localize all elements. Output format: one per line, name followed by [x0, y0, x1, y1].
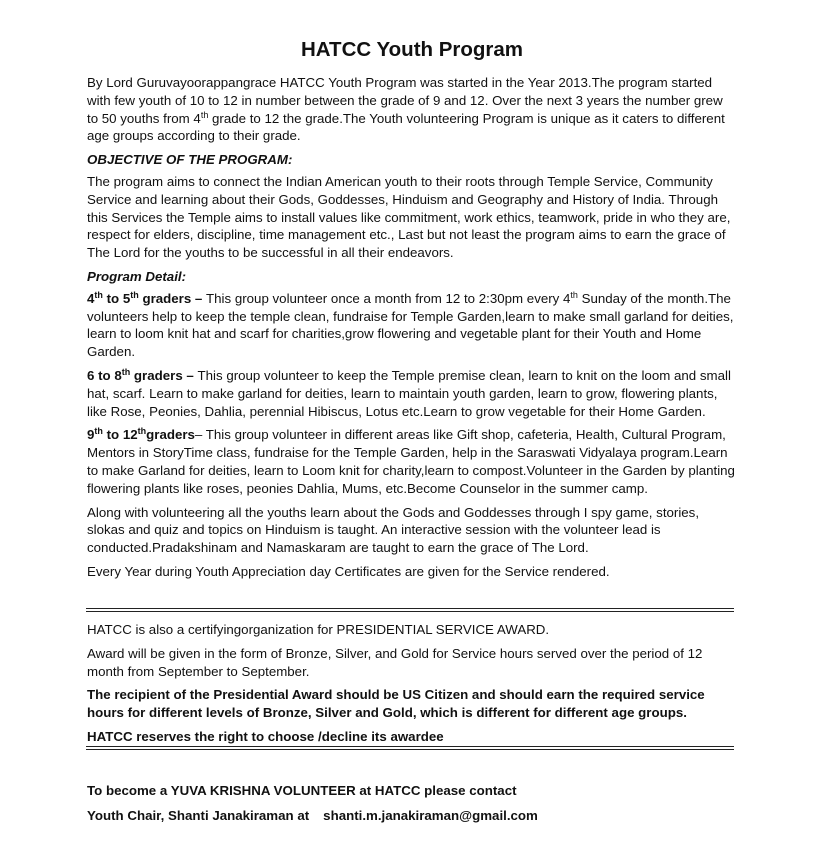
contact-email[interactable]: shanti.m.janakiraman@gmail.com	[323, 807, 538, 823]
intro-paragraph	[87, 74, 737, 145]
contact-chair: Youth Chair, Shanti Janakiraman at	[87, 807, 310, 823]
contact-invitation: To become a YUVA KRISHNA VOLUNTEER at HATCC please contact	[87, 783, 517, 798]
grade-4-5-paragraph: 4th to 5th graders – This group volunteer once a month from 12 to 2:30pm every 4th Sunday of the month.The volunteers help to keep the temple clean, fundraise for Temple Garden,learn to make small garland for deities, learn to loom knit hat and scarf for charities,grow flowering and vegetable plant for their Youth and Home Garden.	[87, 289, 734, 360]
objective-heading: OBJECTIVE OF THE PROGRAM:	[87, 152, 293, 168]
intro-text-a: By Lord Guruvayoorappangrace HATCC Youth Program was started in the Year 2013.The program started with few youth of 10 to 12 in number between the grade of 9 and 12. Over the next 3 years the number grew to 50 youths from 4	[87, 75, 723, 126]
award-levels-text: Award will be given in the form of Bronze, Silver, and Gold for Service hours served over the period of 12 month from September to September.	[87, 645, 703, 679]
learning-paragraph: Along with volunteering all the youths learn about the Gods and Goddesses through I spy game, stories, slokas and quiz and topics on Hinduism is taught. An interactive session with the volunteer lead is conducted.Pradakshinam and Namaskaram are taught to earn the grace of The Lord.	[87, 504, 700, 556]
award-eligibility-text: The recipient of the Presidential Award should be US Citizen and should earn the required service hours for different levels of Bronze, Silver and Gold, which is different for different age groups.	[87, 687, 705, 721]
page-title: HATCC Youth Program	[300, 38, 524, 61]
section-divider-top	[86, 608, 734, 612]
intro-sup: th	[200, 109, 209, 120]
program-detail-heading: Program Detail:	[87, 268, 187, 284]
objective-paragraph: The program aims to connect the Indian American youth to their roots through Temple Service, Community Service and learning about their Gods, Goddesses, Hinduism and Geography and History of India. Through this Services the Temple aims to install values like commitment, work ethics, teamwork, pride in who they are, respect for elders, discipline, time management etc., Last but not least the program aims to earn the grace of The Lord for the youths to be successful in all their endeavors.	[87, 173, 731, 261]
main-content	[87, 38, 737, 587]
award-reservation-text: HATCC reserves the right to choose /decline its awardee	[87, 728, 444, 744]
contact-chair-line	[87, 807, 737, 825]
grade-9-12-paragraph: 9th to 12thgraders– This group volunteer in different areas like Gift shop, cafeteria, Health, Cultural Program, Mentors in StoryTime class, fundraise for the Temple Garden, help in the Saraswati Vidyalaya program.Learn to make Garland for deities, learn to Loom knit for charity,learn to compost.Volunteer in the Garden by planting flowering plants like roses, peonies Dahlia, Mums, etc.Become Counselor in the summer camp.	[87, 426, 735, 496]
intro-text-b: grade to 12 the grade.The Youth volunteering Program is unique as it caters to different age groups according to their grade.	[87, 110, 725, 144]
grade-6-8-paragraph: 6 to 8th graders – This group volunteer to keep the Temple premise clean, learn to knit on the loom and small hat, scarf. Learn to make garland for deities, learn to maintain youth garden, learn to grow, flowering plants, like Rose, Peonies, Dahlia, perennial Hibiscus, Lotus etc.Learn to grow vegetable for their Home Garden.	[87, 366, 731, 419]
award-section	[87, 621, 737, 752]
grade-6-8-label: 6 to 8th graders –	[87, 366, 198, 383]
award-certifying-text: HATCC is also a certifyingorganization for PRESIDENTIAL SERVICE AWARD.	[87, 622, 550, 637]
contact-section	[87, 782, 737, 832]
section-divider-bottom	[86, 746, 734, 750]
grade-9-12-label: 9th to 12thgraders	[87, 426, 195, 443]
certificates-paragraph: Every Year during Youth Appreciation day Certificates are given for the Service rendered.	[87, 563, 610, 579]
grade-4-5-label: 4th to 5th graders –	[87, 289, 207, 306]
